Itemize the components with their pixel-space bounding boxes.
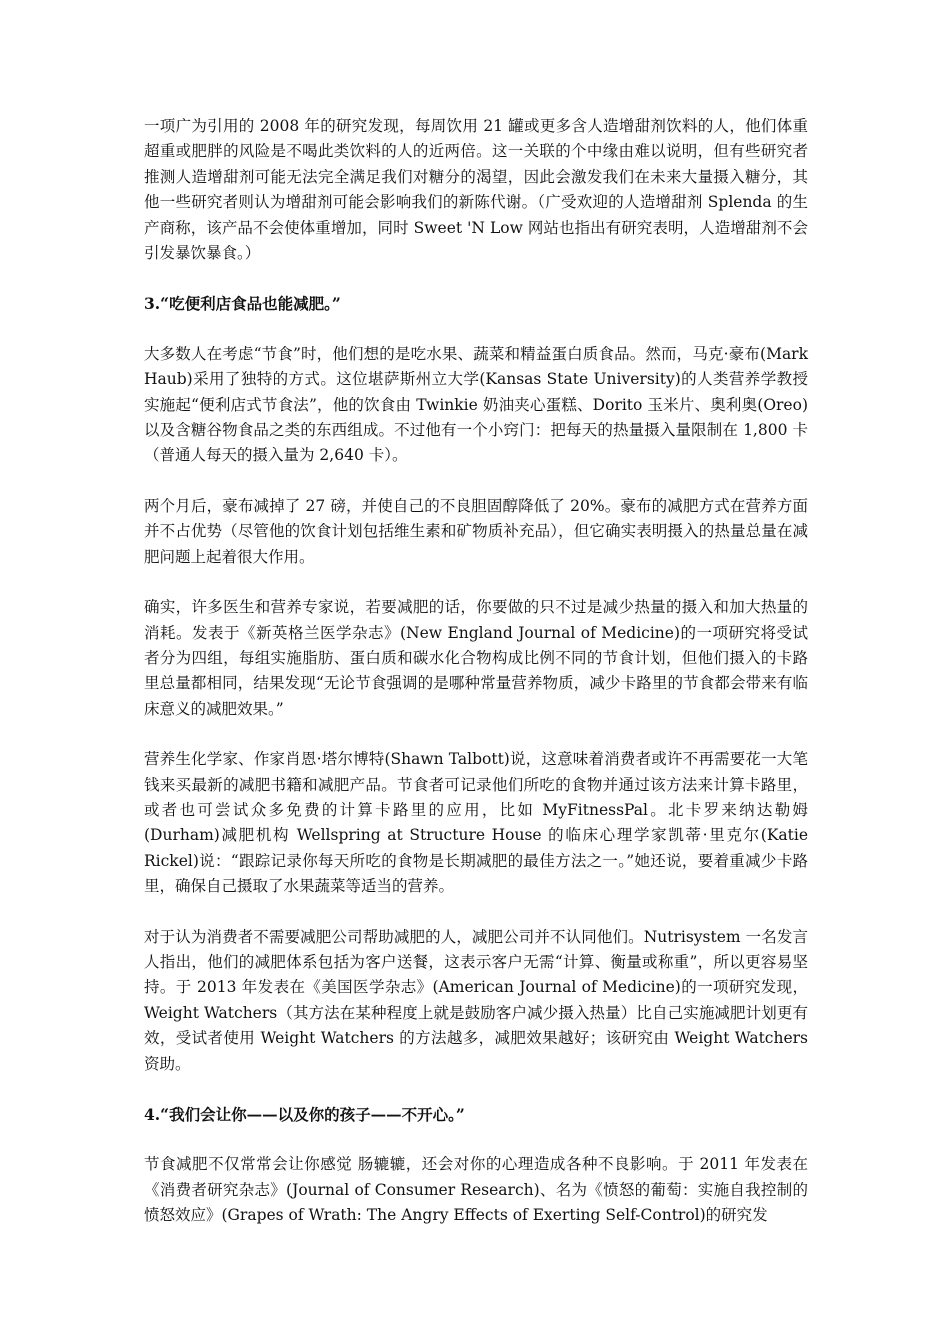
section-heading-4: 4.“我们会让你——以及你的孩子——不开心。” xyxy=(144,1105,465,1124)
paragraph-diet-companies: 对于认为消费者不需要减肥公司帮助减肥的人，减肥公司并不认同他们。Nutrisystem 一名发言人指出，他们的减肥体系包括为客户送餐，这表示客户无需“计算、衡量或称重”，所以更容易坚持。于 2013 年发表在《美国医学杂志》(American Journal of Medicine)的一项研究发现，Weight Watchers（其方法在某种程度上就是鼓励客户减少摄入热量）比自己实施减肥计划更有效，受试者使用 Weight Watchers 的方法越多，减肥效果越好；该研究由 Weight Watchers 资助。 xyxy=(144,927,808,1073)
article-body xyxy=(144,114,808,1254)
paragraph-haub-results: 两个月后，豪布减掉了 27 磅，并使自己的不良胆固醇降低了 20%。豪布的减肥方式在营养方面并不占优势（尽管他的饮食计划包括维生素和矿物质补充品），但它确实表明摄入的热量总量在减肥问题上起着很大作用。 xyxy=(144,496,808,566)
paragraph-talbott-quote: 营养生化学家、作家肖恩·塔尔博特(Shawn Talbott)说，这意味着消费者或许不再需要花一大笔钱来买最新的减肥书籍和减肥产品。节食者可记录他们所吃的食物并通过该方法来计算卡路里，或者也可尝试众多免费的计算卡路里的应用，比如 MyFitnessPal。北卡罗来纳达勒姆(Durham)减肥机构 Wellspring at Structure House 的临床心理学家凯蒂·里克尔(Katie Rickel)说：“跟踪记录你每天所吃的食物是长期减肥的最佳方法之一。”她还说，要着重减少卡路里，确保自己摄取了水果蔬菜等适当的营养。 xyxy=(144,750,808,896)
paragraph-sweetener-study: 一项广为引用的 2008 年的研究发现，每周饮用 21 罐或更多含人造增甜剂饮料的人，他们体重超重或肥胖的风险是不喝此类饮料的人的近两倍。这一关联的个中缘由难以说明，但有些研究者推测人造增甜剂可能无法完全满足我们对糖分的渴望，因此会激发我们在未来大量摄入糖分，其他一些研究者则认为增甜剂可能会影响我们的新陈代谢。（广受欢迎的人造增甜剂 Splenda 的生产商称，该产品不会使体重增加，同时 Sweet 'N Low 网站也指出有研究表明，人造增甜剂不会引发暴饮暴食。） xyxy=(144,117,808,263)
paragraph-convenience-diet: 大多数人在考虑“节食”时，他们想的是吃水果、蔬菜和精益蛋白质食品。然而，马克·豪布(Mark Haub)采用了独特的方式。这位堪萨斯州立大学(Kansas State University)的人类营养学教授实施起“便利店式节食法”，他的饮食由 Twinkie 奶油夹心蛋糕、Dorito 玉米片、奥利奥(Oreo)以及含糖谷物食品之类的东西组成。不过他有一个小窍门：把每天的热量摄入量限制在 1,800 卡（普通人每天的摄入量为 2,640 卡）。 xyxy=(144,344,808,465)
paragraph-psychological-effects: 节食减肥不仅常常会让你感觉 肠辘辘，还会对你的心理造成各种不良影响。于 2011 年发表在《消费者研究杂志》(Journal of Consumer Research)、名为《愤怒的葡萄：实施自我控制的愤怒效应》(Grapes of Wrath: The Angry Effects of Exerting Self-Control)的研究发 xyxy=(144,1155,808,1225)
paragraph-calorie-reduction: 确实，许多医生和营养专家说，若要减肥的话，你要做的只不过是减少热量的摄入和加大热量的消耗。发表于《新英格兰医学杂志》(New England Journal of Medicine)的一项研究将受试者分为四组，每组实施脂肪、蛋白质和碳水化合物构成比例不同的节食计划，但他们摄入的卡路里总量都相同，结果发现“无论节食强调的是哪种常量营养物质，减少卡路里的节食都会带来有临床意义的减肥效果。” xyxy=(144,598,808,718)
section-heading-3: 3.“吃便利店食品也能减肥。” xyxy=(144,294,341,314)
